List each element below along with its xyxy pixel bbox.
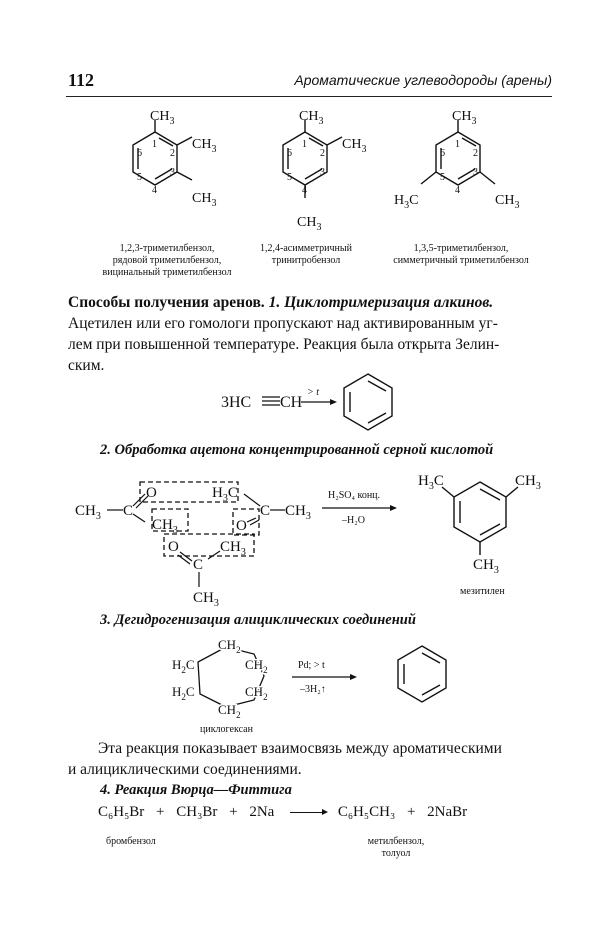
- h3c-label: $H_3C$: [394, 193, 419, 211]
- svg-text:CH3: $CH_3$: [515, 473, 541, 492]
- section-3-title: 3. Дегидрогенизация алициклических соединений: [100, 612, 416, 628]
- ring-number: 1: [302, 139, 307, 150]
- ch3-label: $CH_3$: [452, 109, 477, 127]
- reactant-ch: CH: [280, 394, 303, 411]
- svg-text:C: C: [123, 503, 134, 519]
- svg-text:CH3: $CH_3$: [152, 517, 178, 536]
- ch3-label: $CH_3$: [495, 193, 520, 211]
- ring-number: 4: [455, 185, 460, 196]
- svg-text:CH3: $CH_3$: [473, 557, 499, 576]
- trimethylbenzene-structures: [0, 100, 600, 245]
- ch3-label: $CH_3$: [342, 137, 367, 155]
- svg-text:H3C: $H_3C$: [418, 473, 444, 492]
- svg-text:CH3: $CH_3$: [220, 539, 246, 558]
- condition-label: > t: [307, 387, 320, 398]
- reactant-sodium: 2Na: [249, 804, 275, 820]
- section-4-title: 4. Реакция Вюрца—Фиттига: [100, 782, 292, 798]
- section-3-text: Эта реакция показывает взаимосвязь между ароматическими и алициклическими соединениями.: [68, 740, 502, 778]
- svg-text:H2C: $H_2C$: [172, 657, 195, 675]
- svg-text:O: O: [146, 485, 157, 501]
- ring-number: 3: [473, 167, 478, 178]
- ring-number: 4: [152, 185, 157, 196]
- svg-text:CH2: $CH_2$: [218, 637, 241, 655]
- ch3-left: $CH_3$: [75, 503, 101, 522]
- ring-number: 1: [455, 139, 460, 150]
- mesitylene-name: мезитилен: [460, 586, 505, 597]
- svg-text:CH3: $CH_3$: [285, 503, 311, 522]
- ch3-label: $CH_3$: [150, 109, 175, 127]
- ch3-label: $CH_3$: [299, 109, 324, 127]
- ring-number: 5: [137, 172, 142, 183]
- svg-text:CH2: $CH_2$: [218, 702, 241, 720]
- reactant-methyl-bromide: CH₃Br: [176, 804, 218, 820]
- methods-paragraph: Способы получения аренов. 1. Циклотримеризация алкинов. Ацетилен или его гомологи пропускают над активированным уг- лем при повышенной температуре. Реакция была открыта Зелин- ским.: [68, 294, 500, 374]
- benzene-product: [344, 374, 392, 430]
- ring-number: 2: [320, 148, 325, 159]
- page-number: 112: [68, 70, 95, 90]
- svg-text:CH3: $CH_3$: [193, 590, 219, 609]
- svg-text:O: O: [236, 518, 247, 534]
- svg-text:O: O: [168, 539, 179, 555]
- svg-text:H2C: $H_2C$: [172, 684, 195, 702]
- wurtz-fittig-equation: C₆H₅Br + CH₃Br + 2Na C₆H₅CH₃ + 2NaBr: [98, 804, 468, 820]
- svg-text:CH2: $CH_2$: [245, 684, 268, 702]
- ring-number: 4: [302, 185, 307, 196]
- svg-text:H3C: $H_3C$: [212, 485, 238, 504]
- ring-number: 3: [320, 167, 325, 178]
- method-1-title: 1. Циклотримеризация алкинов.: [268, 294, 494, 311]
- benzene-product: [398, 646, 446, 702]
- methods-heading: Способы получения аренов.: [68, 294, 265, 311]
- structure-135-trimethylbenzene: [421, 120, 495, 185]
- caption-123: 1,2,3-триметилбензол, рядовой триметилбензол, вицинальный триметилбензол: [102, 243, 232, 278]
- header-divider: [66, 96, 552, 97]
- ring-number: 5: [287, 172, 292, 183]
- product-sodium-bromide: 2NaBr: [427, 804, 468, 820]
- svg-text:CH2: $CH_2$: [245, 657, 268, 675]
- svg-text:C: C: [260, 503, 271, 519]
- ring-number: 3: [170, 167, 175, 178]
- ch3-label: $CH_3$: [297, 215, 322, 233]
- reaction-acetylene-trimerization: [200, 370, 430, 440]
- ring-number: 6: [440, 148, 445, 159]
- running-title: Ароматические углеводороды (арены): [294, 72, 552, 88]
- reaction-dehydrogenation: [160, 632, 480, 742]
- ch3-label: $CH_3$: [192, 137, 217, 155]
- svg-text:C: C: [193, 557, 204, 573]
- mesitylene-product: [442, 482, 518, 555]
- reaction-arrow: [290, 812, 324, 813]
- ring-number: 5: [440, 172, 445, 183]
- reaction-acetone-condensation: [60, 462, 560, 612]
- reagent-label: H₂SO₄ конц.: [328, 490, 381, 501]
- ring-number: 2: [170, 148, 175, 159]
- minus-h2-label: –3H₂↑: [300, 684, 326, 695]
- structure-124-trimethylbenzene: [283, 120, 342, 198]
- ring-number: 2: [473, 148, 478, 159]
- bromobenzene-name: бромбензол: [106, 836, 156, 847]
- toluene-name: метилбензол, толуол: [367, 836, 425, 859]
- minus-water-label: –H₂O: [342, 515, 365, 526]
- caption-135: 1,3,5-триметилбензол, симметричный триметилбензол: [393, 243, 529, 266]
- reactant-3hc: 3HC: [221, 394, 252, 411]
- caption-124: 1,2,4-асимметричный тринитробензол: [260, 243, 352, 266]
- product-toluene: C₆H₅CH₃: [337, 804, 396, 820]
- ring-number: 6: [137, 148, 142, 159]
- catalyst-label: Pd; > t: [298, 660, 325, 671]
- ring-number: 6: [287, 148, 292, 159]
- ring-number: 1: [152, 139, 157, 150]
- reactant-bromobenzene: C₆H₅Br: [98, 804, 145, 820]
- section-2-title: 2. Обработка ацетона концентрированной серной кислотой: [100, 442, 494, 458]
- ch3-label: $CH_3$: [192, 191, 217, 209]
- cyclohexane-name: циклогексан: [200, 724, 253, 735]
